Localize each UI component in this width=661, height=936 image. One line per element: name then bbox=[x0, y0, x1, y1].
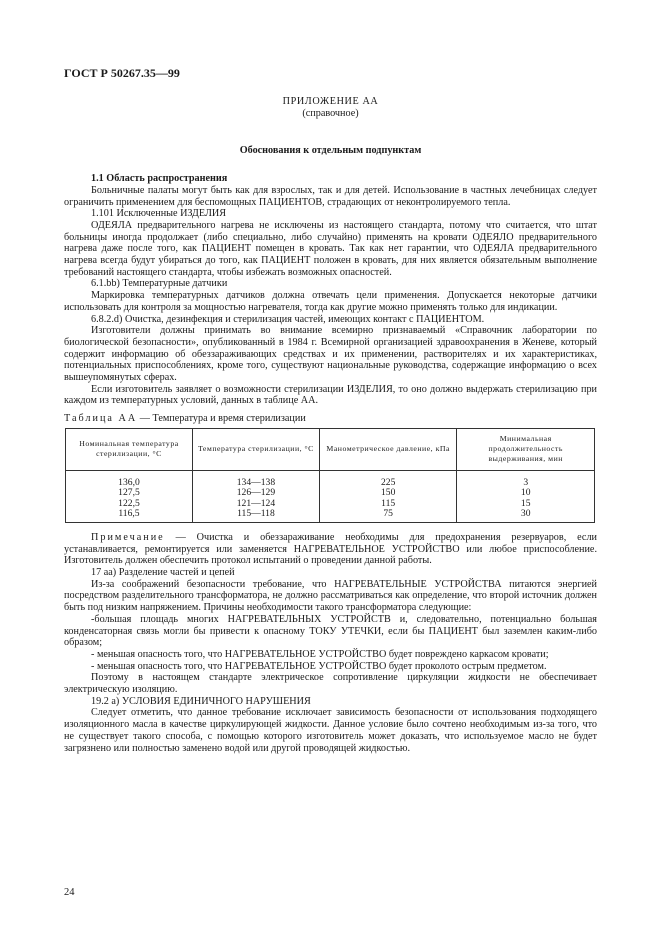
table-cell: 15 bbox=[457, 499, 595, 510]
s6-heading: 19.2 а) УСЛОВИЯ ЕДИНИЧНОГО НАРУШЕНИЯ bbox=[91, 695, 311, 707]
table-header-row bbox=[66, 428, 595, 470]
col-header-temp-range: Температура стерилизации, °С bbox=[192, 428, 319, 470]
table-cell: 134—138 bbox=[192, 470, 319, 488]
table-cell: 30 bbox=[457, 509, 595, 522]
table-caption bbox=[64, 413, 597, 425]
table-cell: 10 bbox=[457, 488, 595, 499]
table-cell: 116,5 bbox=[66, 509, 193, 522]
s4-text2: Если изготовитель заявляет о возможности стерилизации ИЗДЕЛИЯ, то оно должно выдержать стерилизацию при каждом из температурных условий, данных в таблице АА. bbox=[64, 383, 597, 407]
table-cell: 136,0 bbox=[66, 470, 193, 488]
s5-bullet-3: - меньшая опасность того, что НАГРЕВАТЕЛЬНОЕ УСТРОЙСТВО будет проколото острым предметом. bbox=[91, 660, 547, 672]
note-label: Примечание bbox=[91, 531, 165, 543]
document-id: ГОСТ Р 50267.35—99 bbox=[64, 66, 180, 80]
s5-bullet-2: - меньшая опасность того, что НАГРЕВАТЕЛЬНОЕ УСТРОЙСТВО будет повреждено каркасом кровати; bbox=[91, 648, 549, 660]
s1-text: Больничные палаты могут быть как для взрослых, так и для детей. Использование в частных лечебницах следует ограничить применением для беспомощных ПАЦИЕНТОВ, страдающих от неконтролируемого тепла. bbox=[64, 184, 597, 208]
s2-text: ОДЕЯЛА предварительного нагрева не исключены из настоящего стандарта, потому что считается, что штат больницы иногда продолжает (либо специально, либо случайно) применять на кровати ОДЕЯЛО предварительного нагрева даже после того, как ПАЦИЕНТ помещен в кровать. Так как нет гарантии, что ОДЕЯЛА предварительного нагрева всегда будут убираться до того, как ПАЦИЕНТ положен в кровать, для них является обязательным выполнение требований настоящего стандарта, чтобы избежать возможных опасностей. bbox=[64, 219, 597, 278]
table-cell: 150 bbox=[319, 488, 457, 499]
table-cell: 126—129 bbox=[192, 488, 319, 499]
s6-text: Следует отметить, что данное требование исключает зависимость безопасности от использования подходящего изоляционного масла в качестве циркулирующей жидкости. Данное условие было сочтено необходимым из-за того, что не существует такого способа, с помощью которого изготовитель может доказать, что используемое масло не будет загрязнено или полностью заменено водой или другой проводящей жидкостью. bbox=[64, 707, 597, 754]
appendix-title: ПРИЛОЖЕНИЕ АА bbox=[282, 96, 379, 107]
s4-heading: 6.8.2.d) Очистка, дезинфекция и стерилизация частей, имеющих контакт с ПАЦИЕНТОМ. bbox=[91, 313, 485, 325]
table-cell: 127,5 bbox=[66, 488, 193, 499]
s2-heading: 1.101 Исключенные ИЗДЕЛИЯ bbox=[91, 208, 227, 220]
table-row bbox=[66, 509, 595, 522]
s4-text1: Изготовители должны принимать во внимание всемирно признаваемый «Справочник лаборатории по биологической безопасности», опубликованный в 1984 г. Всемирной организацией здравоохранения в Женеве, который содержит информацию об обеззараживающих средствах и их применении, растворителях и их характеристиках, потенциальных приспособлениях, кроме того, существуют национальные руководства, содержащие информацию о всех вышеупомянутых сферах. bbox=[64, 325, 597, 384]
table-note bbox=[64, 532, 597, 567]
section-title: Обоснования к отдельным подпунктам bbox=[239, 145, 422, 157]
note-text: — Очистка и обеззараживание необходимы для предохранения резервуаров, если устанавливается, ремонтируется или заменяется НАГРЕВАТЕЛЬНОЕ УСТРОЙСТВО или любое приспособление. Изготовитель должен обеспечить протокол испытаний о проведении данной работы. bbox=[64, 531, 597, 567]
s3-text: Маркировка температурных датчиков должна отвечать цели применения. Допускается некоторые датчики использовать для контроля за мощностью нагревателя, тогда как другие можно применять только для индикации. bbox=[64, 290, 597, 313]
table-label: Таблица АА bbox=[64, 413, 138, 425]
col-header-nominal-temp: Номинальная температура стерилизации, °С bbox=[66, 428, 193, 470]
appendix-subtitle: (справочное) bbox=[302, 107, 359, 119]
table-cell: 115—118 bbox=[192, 509, 319, 522]
table-cell: 225 bbox=[319, 470, 457, 488]
table-row bbox=[66, 470, 595, 488]
col-header-duration: Минимальная продолжительность выдерживания, мин bbox=[457, 428, 595, 470]
s3-heading: 6.1.bb) Температурные датчики bbox=[91, 278, 228, 290]
s1-heading: 1.1 Область распространения bbox=[91, 173, 228, 185]
page-number: 24 bbox=[64, 887, 75, 898]
s5-text2: Поэтому в настоящем стандарте электрическое сопротивление циркуляции жидкости не обеспечивает электрическую изоляцию. bbox=[64, 672, 597, 696]
table-cell: 3 bbox=[457, 470, 595, 488]
table-cell: 75 bbox=[319, 509, 457, 522]
sterilization-table bbox=[65, 428, 595, 523]
table-caption-text: — Температура и время стерилизации bbox=[137, 413, 306, 425]
document-body bbox=[64, 94, 597, 754]
table-row bbox=[66, 488, 595, 499]
s5-text: Из-за соображений безопасности требование, что НАГРЕВАТЕЛЬНЫЕ УСТРОЙСТВА питаются энергией посредством разделительного трансформатора, не должно рассматриваться как определение, что второй источник должен быть под низким напряжением. Причины необходимости такого трансформатора следующие: bbox=[64, 578, 597, 614]
table-cell: 122,5 bbox=[66, 499, 193, 510]
table-cell: 121—124 bbox=[192, 499, 319, 510]
col-header-pressure: Манометрическое давление, кПа bbox=[319, 428, 457, 470]
table-cell: 115 bbox=[319, 499, 457, 510]
s5-heading: 17 аа) Разделение частей и цепей bbox=[91, 566, 235, 578]
table-row bbox=[66, 499, 595, 510]
s5-bullet-1: -большая площадь многих НАГРЕВАТЕЛЬНЫХ УСТРОЙСТВ и, следовательно, потенциально большая конденсаторная связь могли бы привести к опасному ТОКУ УТЕЧКИ, если бы ПАЦИЕНТ был заземлен каким-либо образом; bbox=[64, 613, 597, 649]
